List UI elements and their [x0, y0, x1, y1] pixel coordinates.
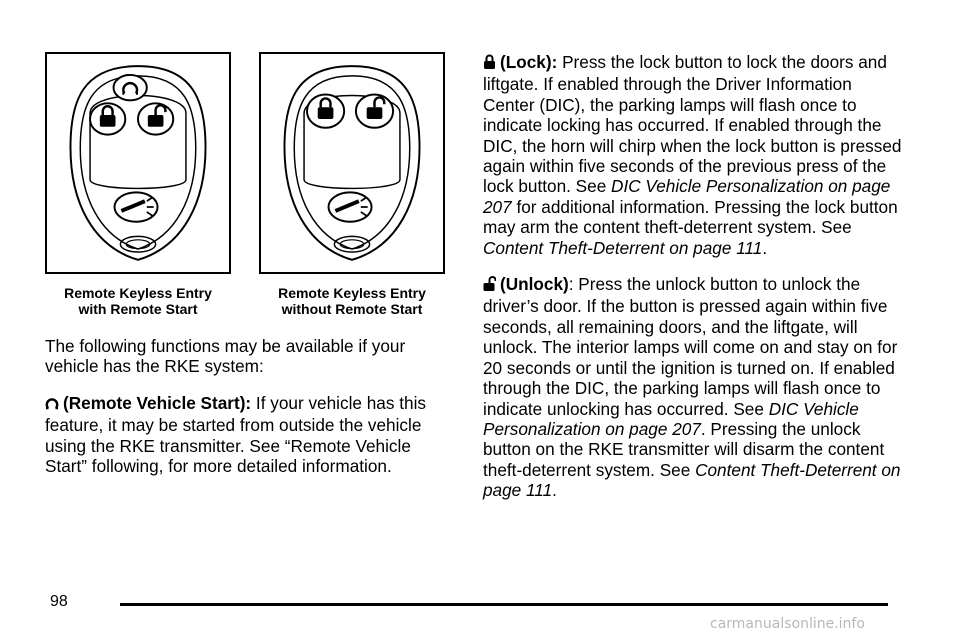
- cross-reference: Content Theft-Deterrent on page 111: [483, 237, 763, 258]
- lock-text: Press the lock button to lock the doors and liftgate. If enabled through the Driver Information Center (DIC), the parking lamps will flash once to indicate locking has occurred. If enabled through the DIC, the horn will chirp when the lock button is pressed again within five seconds of the previous press of the lock button. See: [483, 52, 902, 197]
- lock-paragraph: [483, 52, 903, 258]
- cross-reference: DIC Vehicle Personalization on page 207: [483, 398, 859, 439]
- cross-reference: Content Theft-Deterrent on page 111: [483, 459, 901, 501]
- remote-transmitter-illustration: [261, 54, 443, 272]
- footer-watermark: carmanualsonline.info: [710, 616, 865, 632]
- page-number: 98: [50, 593, 68, 610]
- cross-reference: DIC Vehicle Personalization on page 207: [483, 176, 891, 217]
- remote-transmitter-illustration: [47, 54, 229, 272]
- panic-button-icon: [115, 192, 158, 221]
- panic-button-icon: [329, 192, 372, 221]
- right-text-column: [483, 52, 903, 501]
- left-text-column: [45, 336, 450, 476]
- figure-caption: [38, 285, 238, 317]
- lock-icon: [483, 54, 496, 74]
- caption-line: with Remote Start: [78, 301, 198, 317]
- unlock-text: : Press the unlock button to unlock the driver’s door. If the button is pressed again within five seconds, all remaining doors, and the liftgate, will unlock. The interior lamps will come on and stay on for 20 seconds or until the ignition is turned on. If enabled through the DIC, the parking lamps will flash once to indicate unlocking has occurred. See: [483, 274, 898, 419]
- caption-line: Remote Keyless Entry: [64, 285, 212, 301]
- lock-button-icon: [307, 95, 344, 128]
- unlock-button-icon: [356, 95, 393, 128]
- lock-text: .: [762, 237, 768, 258]
- unlock-text: .: [552, 480, 557, 501]
- lock-button-icon: [90, 103, 125, 134]
- remote-start-text: If your vehicle has this feature, it may be started from outside the vehicle using the RKE transmitter. See “Remote Vehicle Start” following, for more detailed information.: [45, 392, 426, 477]
- figure-caption: [252, 285, 452, 317]
- intro-paragraph: The following functions may be available if your vehicle has the RKE system:: [45, 336, 406, 377]
- unlock-button-icon: [138, 103, 173, 134]
- remote-start-paragraph: [45, 393, 450, 477]
- figure-remote-without-start: [259, 52, 445, 274]
- unlock-paragraph: [483, 274, 903, 500]
- caption-line: Remote Keyless Entry: [278, 285, 426, 301]
- unlock-icon: [483, 276, 496, 296]
- figure-remote-with-start: [45, 52, 231, 274]
- remote-start-icon: [45, 395, 59, 415]
- lock-label: (Lock):: [500, 52, 558, 72]
- footer-rule: [120, 603, 888, 606]
- lock-text: for additional information. Pressing the lock button may arm the content theft-deterrent system. See: [483, 196, 898, 238]
- remote-start-label: (Remote Vehicle Start):: [63, 392, 252, 413]
- remote-start-button-icon: [114, 75, 147, 100]
- unlock-text: . Pressing the unlock button on the RKE transmitter will disarm the content theft-deterrent system. See: [483, 418, 885, 480]
- caption-line: without Remote Start: [281, 301, 423, 317]
- unlock-label: (Unlock): [500, 274, 569, 295]
